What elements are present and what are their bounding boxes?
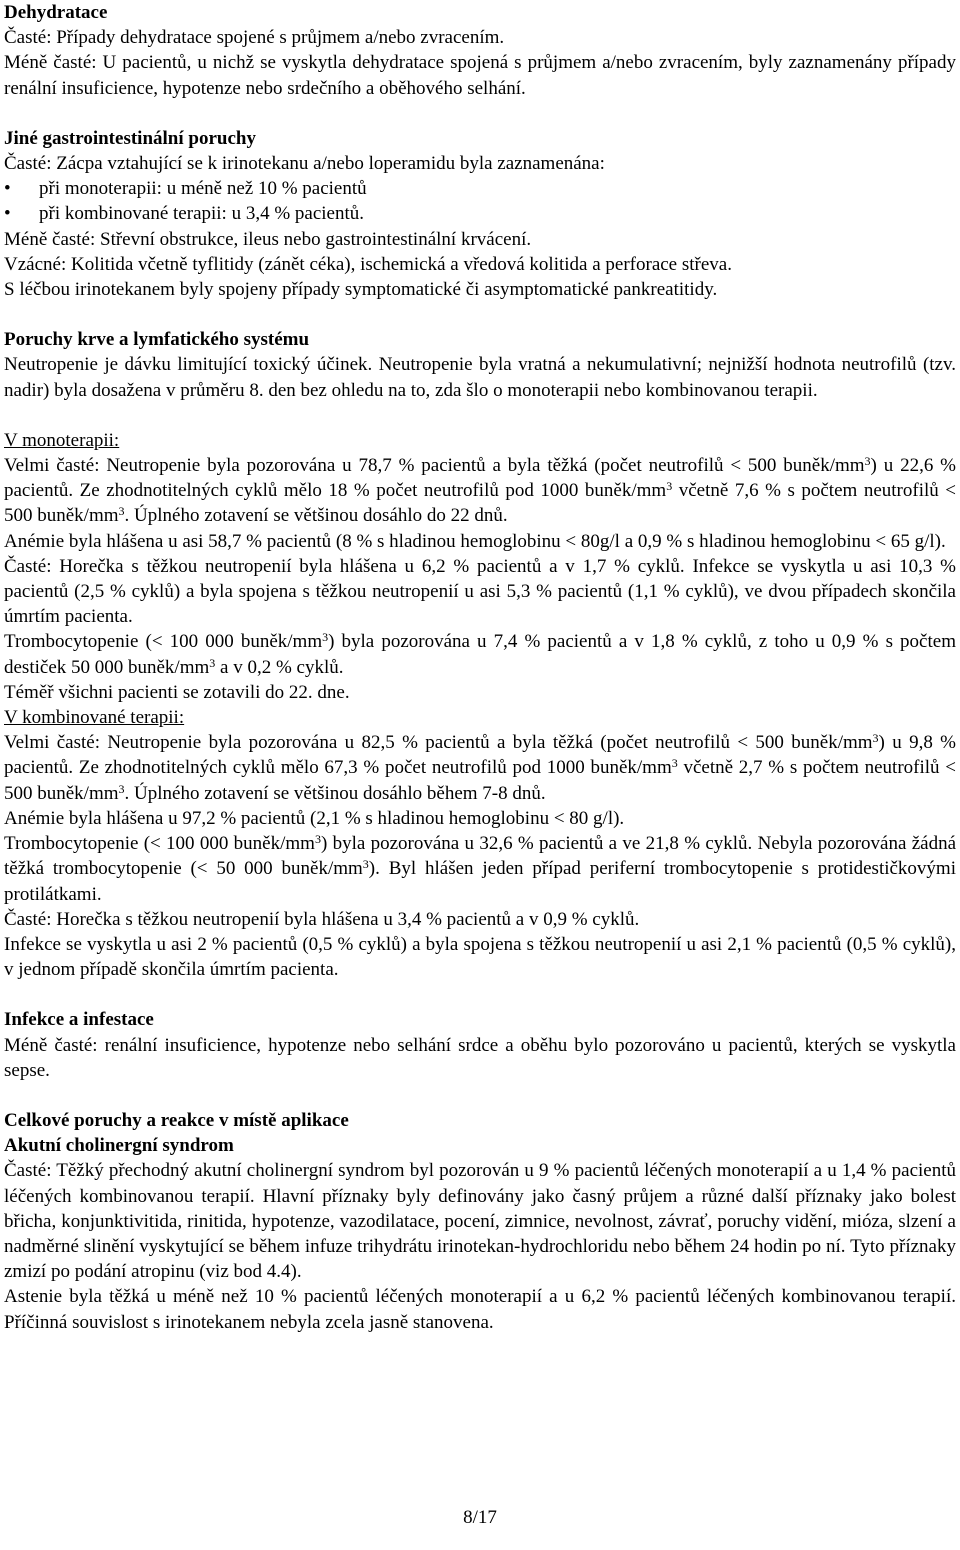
subsection-heading-monotherapy: V monoterapii:: [4, 429, 120, 451]
section-heading: Celkové poruchy a reakce v místě aplikace: [4, 1109, 349, 1131]
paragraph: Vzácné: Kolitida včetně tyflitidy (zánět céka), ischemická a vředová kolitida a perforace střeva.: [4, 253, 732, 275]
paragraph: Méně časté: Střevní obstrukce, ileus nebo gastrointestinální krvácení.: [4, 228, 532, 250]
section-dehydration: [4, 0, 956, 101]
section-heading: Poruchy krve a lymfatického systému: [4, 329, 310, 351]
paragraph: Méně časté: U pacientů, u nichž se vyskytla dehydratace spojená s průjmem a/nebo zvracením, byly zaznamenány případy renální insuficience, hypotenze nebo srdečního a oběhového selhání.: [4, 52, 956, 99]
subsection-heading: Akutní cholinergní syndrom: [4, 1135, 234, 1157]
superscript: 3: [872, 731, 879, 746]
section-blood-disorders: [4, 327, 956, 982]
paragraph: Infekce se vyskytla u asi 2 % pacientů (0,5 % cyklů) a byla spojena s těžkou neutropenií u asi 2,1 % pacientů (0,5 % cyklů), v jednom případě skončila úmrtím pacienta.: [4, 933, 956, 981]
paragraph: Neutropenie je dávku limitující toxický účinek. Neutropenie byla vratná a nekumulativní; nejnižší hodnota neutrofilů (tzv. nadir) byla dosažena v průměru 8. den bez ohledu na to, zda šlo o monoterapii nebo kombinovanou terapii.: [4, 354, 956, 401]
paragraph: Časté: Horečka s těžkou neutropenií byla hlášena u 3,4 % pacientů a v 0,9 % cyklů.: [4, 908, 640, 930]
bullet-list: [4, 176, 956, 226]
section-heading: Dehydratace: [4, 2, 108, 23]
paragraph: Časté: Těžký přechodný akutní cholinergní syndrom byl pozorován u 9 % pacientů léčených monoterapií a u 1,4 % pacientů léčených kombinovanou terapií. Hlavní příznaky byly definovány jako časný průjem a různé další příznaky jako bolest břicha, konjunktivitida, rinitida, hypotenze, vazodilatace, pocení, zimnice, nevolnost, závrať, poruchy vidění, mióza, slzení a nadměrné slinění vyskytující se během infuze trihydrátu irinotekan-hydrochloridu nebo během 24 hodin po ní. Tyto příznaky zmizí po podání atropinu (viz bod 4.4).: [4, 1160, 956, 1283]
section-heading: Jiné gastrointestinální poruchy: [4, 127, 256, 149]
superscript: 3: [118, 504, 125, 519]
paragraph: S léčbou irinotekanem byly spojeny případy symptomatické či asymptomatické pankreatitidy.: [4, 279, 718, 301]
superscript: 3: [322, 630, 329, 645]
paragraph: Trombocytopenie (< 100 000 buněk/$mm^3$) byla pozorována u 7,4 % pacientů a v 1,8 % cyklů, z toho u 0,9 % s počtem destiček 50 000 buněk/$mm^3$ a v 0,2 % cyklů.: [4, 630, 956, 678]
section-infections: [4, 1007, 956, 1083]
superscript: 3: [362, 857, 369, 872]
bullet-item: • při monoterapii: u méně než 10 % pacientů: [4, 176, 956, 201]
paragraph: Velmi časté: Neutropenie byla pozorována u 82,5 % pacientů a byla těžká (počet neutrofilů < 500 buněk/$mm^3$) u 9,8 % pacientů. Ze zhodnotitelných cyklů mělo 67,3 % počet neutrofilů pod 1000 buněk/$mm^3$ včetně 2,7 % s počtem neutrofilů < 500 buněk/$mm^3$. Úplného zotavení se většinou dosáhlo během 7-8 dnů.: [4, 731, 957, 804]
paragraph: Časté: Zácpa vztahující se k irinotekanu a/nebo loperamidu byla zaznamenána:: [4, 153, 605, 175]
paragraph: Téměř všichni pacienti se zotavili do 22. dne.: [4, 681, 350, 703]
subsection-heading-combination: V kombinované terapii:: [4, 707, 185, 729]
superscript: 3: [209, 655, 216, 670]
paragraph: Trombocytopenie (< 100 000 buněk/$mm^3$) byla pozorována u 32,6 % pacientů a ve 21,8 % cyklů. Nebyla pozorována žádná těžká trombocytopenie (< 50 000 buněk/$mm^3$). Byl hlášen jeden případ periferní trombocytopenie s protidestičkovými protilátkami.: [4, 832, 956, 905]
paragraph: Velmi časté: Neutropenie byla pozorována u 78,7 % pacientů a byla těžká (počet neutrofilů < 500 buněk/$mm^3$) u 22,6 % pacientů. Ze zhodnotitelných cyklů mělo 18 % počet neutrofilů pod 1000 buněk/$mm^3$ včetně 7,6 % s počtem neutrofilů < 500 buněk/$mm^3$. Úplného zotavení se většinou dosáhlo do 22 dnů.: [4, 454, 957, 527]
superscript: 3: [118, 781, 125, 796]
superscript: 3: [671, 756, 678, 771]
paragraph: Časté: Případy dehydratace spojené s průjmem a/nebo zvracením.: [4, 27, 505, 49]
page-number: 8/17: [463, 1507, 497, 1528]
paragraph: Anémie byla hlášena u 97,2 % pacientů (2,1 % s hladinou hemoglobinu < 80 g/l).: [4, 807, 625, 829]
superscript: 3: [864, 454, 871, 469]
bullet-item: • při kombinované terapii: u 3,4 % pacientů.: [4, 201, 956, 226]
paragraph: Astenie byla těžká u méně než 10 % pacientů léčených monoterapií a u 6,2 % pacientů léčených kombinovanou terapií. Příčinná souvislost s irinotekanem nebyla zcela jasně stanovena.: [4, 1286, 956, 1333]
section-gi-disorders: [4, 126, 956, 302]
superscript: 3: [314, 832, 321, 847]
section-heading: Infekce a infestace: [4, 1009, 154, 1031]
paragraph: Časté: Horečka s těžkou neutropenií byla hlášena u 6,2 % pacientů a v 1,7 % cyklů. Infekce se vyskytla u asi 10,3 % pacientů (2,5 % cyklů) a byla spojena s těžkou neutropenií u asi 5,3 % pacientů (1,1 % cyklů), ve dvou případech skončila úmrtím pacienta.: [4, 555, 956, 628]
paragraph: Anémie byla hlášena u asi 58,7 % pacientů (8 % s hladinou hemoglobinu < 80g/l a 0,9 % s hladinou hemoglobinu < 65 g/l).: [4, 530, 946, 552]
document-page: [4, 0, 956, 1335]
section-general-disorders: [4, 1108, 956, 1335]
paragraph: Méně časté: renální insuficience, hypotenze nebo selhání srdce a oběhu bylo pozorováno u pacientů, kterých se vyskytla sepse.: [4, 1034, 956, 1081]
superscript: 3: [666, 479, 673, 494]
